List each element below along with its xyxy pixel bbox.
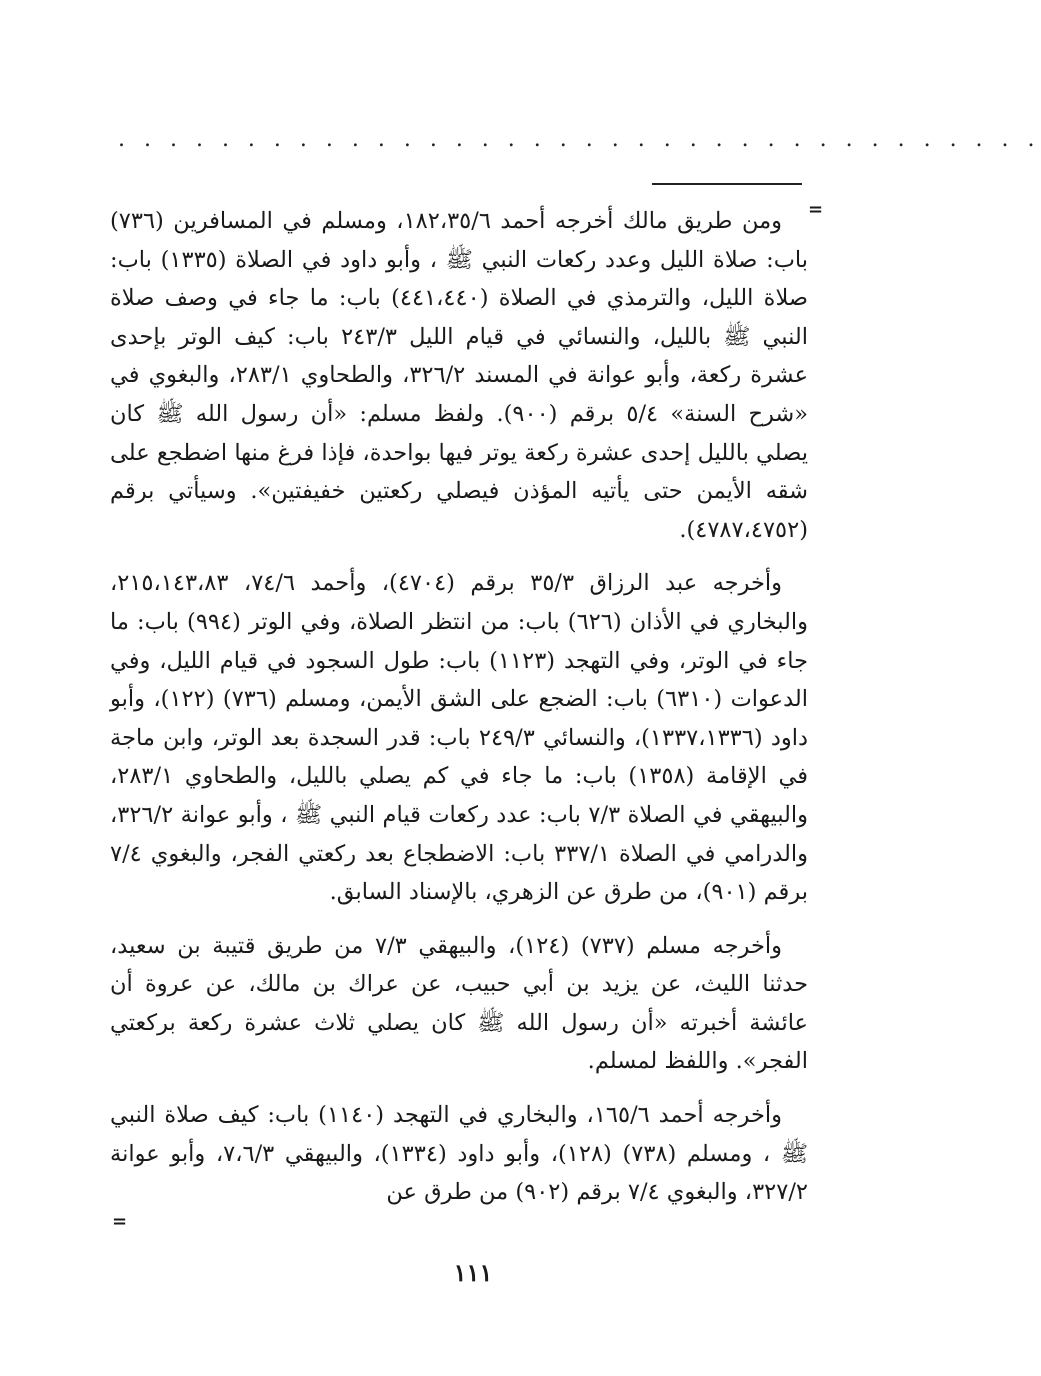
separator-dots: . . . . . . . . . . . . . . . . . . . . . . . . . . . . . . . . . . . . bbox=[118, 127, 1041, 152]
page-number: ١١١ bbox=[453, 1258, 493, 1287]
footnote-rule bbox=[652, 183, 802, 185]
footnote-paragraph-1: ومن طريق مالك أخرجه أحمد ١٨٢،٣٥/٦، ومسلم في المسافرين (٧٣٦) باب: صلاة الليل وعدد ركعات النبي ﷺ ، وأبو داود في الصلاة (١٣٣٥) باب: صلاة الليل، والترمذي في الصلاة (٤٤١،٤٤٠) باب: ما جاء في وصف صلاة النبي ﷺ بالليل، والنسائي في قيام الليل ٢٤٣/٣ باب: كيف الوتر بإحدى عشرة ركعة، وأبو عوانة في المسند ٣٢٦/٢، والطحاوي ٢٨٣/١، والبغوي في «شرح السنة» ٥/٤ برقم (٩٠٠). ولفظ مسلم: «أن رسول الله ﷺ كان يصلي بالليل إحدى عشرة ركعة يوتر فيها بواحدة، فإذا فرغ منها اضطجع على شقه الأيمن حتى يأتيه المؤذن فيصلي ركعتين خفيفتين». وسيأتي برقم (٤٧٨٧،٤٧٥٢). bbox=[110, 208, 808, 543]
footnote-text bbox=[110, 202, 808, 1227]
continuation-mark-start: = bbox=[808, 199, 824, 220]
continuation-mark-end: = bbox=[112, 1211, 128, 1232]
footnote-paragraph-4: وأخرجه أحمد ١٦٥/٦، والبخاري في التهجد (١١٤٠) باب: كيف صلاة النبي ﷺ ، ومسلم (٧٣٨) (١٢٨)، وأبو داود (١٣٣٤)، والبيهقي ٧،٦/٣، وأبو عوانة ٣٢٧/٢، والبغوي ٧/٤ برقم (٩٠٢) من طرق عن bbox=[110, 1102, 808, 1206]
footnote-paragraph-3: وأخرجه مسلم (٧٣٧) (١٢٤)، والبيهقي ٧/٣ من طريق قتيبة بن سعيد، حدثنا الليث، عن يزيد بن أبي حبيب، عن عراك بن مالك، عن عروة أن عائشة أخبرته «أن رسول الله ﷺ كان يصلي ثلاث عشرة ركعة بركعتي الفجر». واللفظ لمسلم. bbox=[110, 932, 808, 1075]
footnote-paragraph-2: وأخرجه عبد الرزاق ٣٥/٣ برقم (٤٧٠٤)، وأحمد ٧٤/٦، ٢١٥،١٤٣،٨٣، والبخاري في الأذان (٦٢٦) باب: من انتظر الصلاة، وفي الوتر (٩٩٤) باب: ما جاء في الوتر، وفي التهجد (١١٢٣) باب: طول السجود في قيام الليل، وفي الدعوات (٦٣١٠) باب: الضجع على الشق الأيمن، ومسلم (٧٣٦) (١٢٢)، وأبو داود (١٣٣٧،١٣٣٦)، والنسائي ٢٤٩/٣ باب: قدر السجدة بعد الوتر، وابن ماجة في الإقامة (١٣٥٨) باب: ما جاء في كم يصلي بالليل، والطحاوي ٢٨٣/١، والبيهقي في الصلاة ٧/٣ باب: عدد ركعات قيام النبي ﷺ ، وأبو عوانة ٣٢٦/٢، والدرامي في الصلاة ٣٣٧/١ باب: الاضطجاع بعد ركعتي الفجر، والبغوي ٧/٤ برقم (٩٠١)، من طرق عن الزهري، بالإسناد السابق. bbox=[110, 570, 809, 906]
